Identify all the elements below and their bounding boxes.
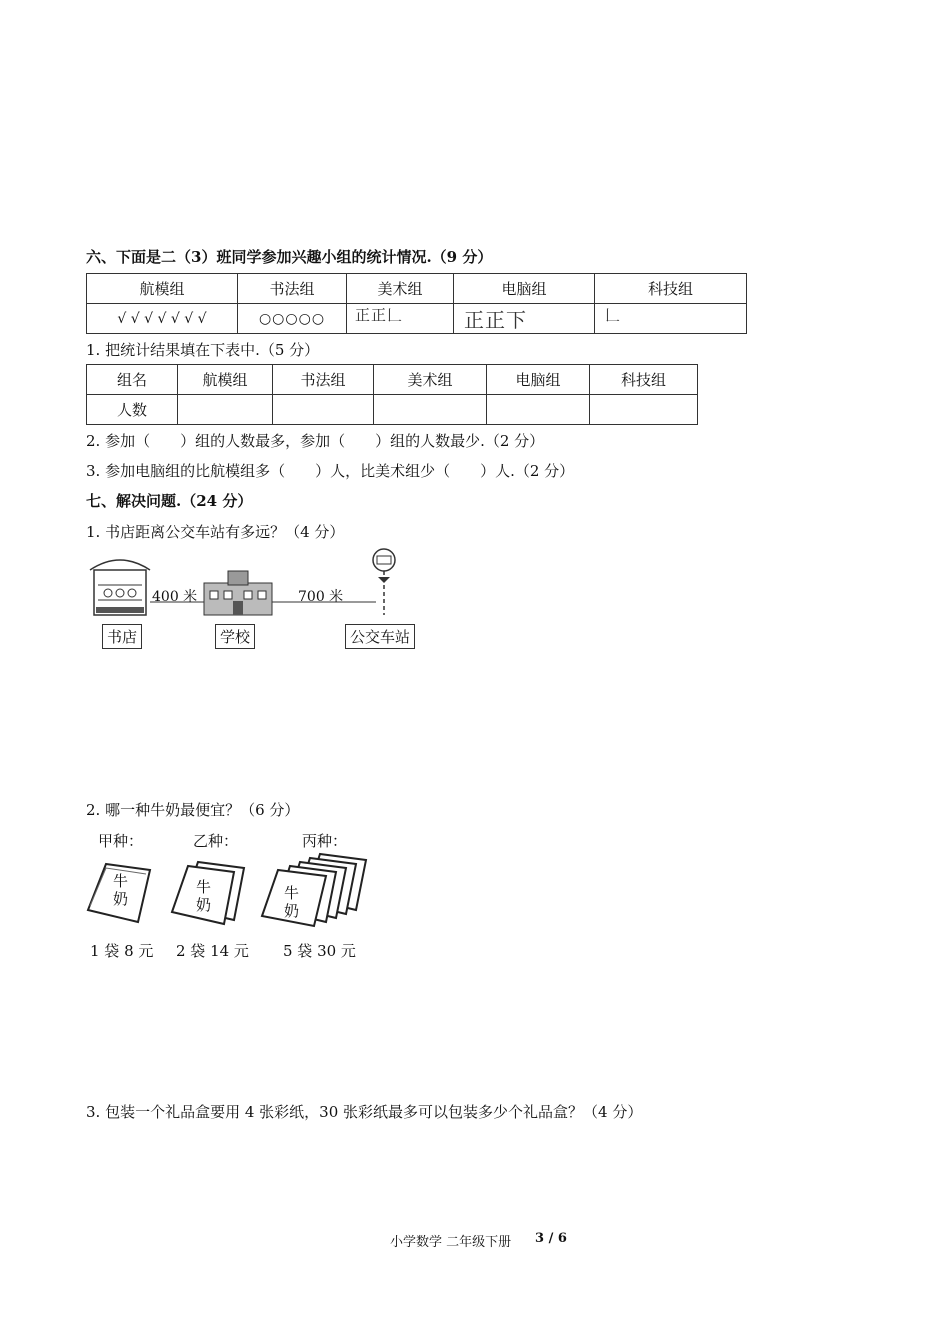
question-6-2: 2. 参加（ ）组的人数最多，参加（ ）组的人数最少.（2 分） bbox=[86, 432, 545, 450]
bookstore-icon bbox=[90, 560, 150, 615]
tally-header: 书法组 bbox=[238, 274, 347, 304]
count-header-row bbox=[87, 365, 698, 395]
count-header: 组名 bbox=[87, 365, 178, 395]
question-7-2: 2. 哪一种牛奶最便宜？（6 分） bbox=[86, 801, 300, 819]
school-icon bbox=[204, 571, 272, 615]
tally-header: 美术组 bbox=[347, 274, 454, 304]
milk-type-a-name: 甲种： bbox=[98, 832, 144, 850]
question-7-3: 3. 包装一个礼品盒要用 4 张彩纸，30 张彩纸最多可以包装多少个礼品盒？（4 分） bbox=[86, 1103, 643, 1121]
tally-header-row bbox=[87, 274, 747, 304]
count-value-row bbox=[87, 395, 698, 425]
bus-stop-label: 公交车站 bbox=[345, 624, 415, 649]
milk-type-c-name: 丙种： bbox=[302, 832, 348, 850]
count-header: 美术组 bbox=[374, 365, 487, 395]
milk-type-b-price: 2 袋 14 元 bbox=[176, 942, 249, 960]
count-answer-cell[interactable] bbox=[273, 395, 374, 425]
bookstore-label: 书店 bbox=[102, 624, 142, 649]
milk-bag-icon bbox=[262, 854, 366, 926]
distance-label-2: 700 米 bbox=[298, 589, 344, 605]
tally-header: 电脑组 bbox=[454, 274, 595, 304]
tally-marks: √ √ √ √ √ √ √ bbox=[87, 304, 238, 334]
tally-header: 科技组 bbox=[595, 274, 747, 304]
count-row-label: 人数 bbox=[87, 395, 178, 425]
tally-table bbox=[86, 273, 747, 334]
count-header: 科技组 bbox=[590, 365, 698, 395]
count-answer-cell[interactable] bbox=[178, 395, 273, 425]
section7-title: 七、解决问题.（24 分） bbox=[86, 492, 253, 510]
tally-marks: 正正𠃊 bbox=[347, 304, 454, 334]
milk-bag-text-a: 牛奶 bbox=[113, 872, 129, 908]
footer-page-number: 3 / 6 bbox=[535, 1231, 567, 1246]
count-answer-cell[interactable] bbox=[374, 395, 487, 425]
milk-bag-text-c: 牛奶 bbox=[284, 884, 300, 920]
tally-marks: 正正下 bbox=[454, 304, 595, 334]
footer-subject: 小学数学 二年级下册 bbox=[390, 1235, 512, 1250]
question-7-1: 1. 书店距离公交车站有多远？（4 分） bbox=[86, 523, 345, 541]
tally-marks-row bbox=[87, 304, 747, 334]
milk-type-c-price: 5 袋 30 元 bbox=[283, 942, 356, 960]
tally-header: 航模组 bbox=[87, 274, 238, 304]
count-header: 电脑组 bbox=[487, 365, 590, 395]
section6-title: 六、下面是二（3）班同学参加兴趣小组的统计情况.（9 分） bbox=[86, 248, 493, 266]
milk-type-b-name: 乙种： bbox=[193, 832, 239, 850]
count-table bbox=[86, 364, 698, 425]
question-6-1: 1. 把统计结果填在下表中.（5 分） bbox=[86, 341, 320, 359]
tally-marks: ○○○○○ bbox=[238, 304, 347, 334]
question-6-3: 3. 参加电脑组的比航模组多（ ）人，比美术组少（ ）人.（2 分） bbox=[86, 462, 575, 480]
count-answer-cell[interactable] bbox=[590, 395, 698, 425]
tally-marks: 𠃊 bbox=[595, 304, 747, 334]
bus-stop-icon bbox=[373, 549, 395, 615]
count-header: 书法组 bbox=[273, 365, 374, 395]
milk-type-a-price: 1 袋 8 元 bbox=[90, 942, 154, 960]
school-label: 学校 bbox=[215, 624, 255, 649]
count-answer-cell[interactable] bbox=[487, 395, 590, 425]
count-header: 航模组 bbox=[178, 365, 273, 395]
milk-bag-text-b: 牛奶 bbox=[196, 878, 212, 914]
distance-label-1: 400 米 bbox=[152, 589, 198, 605]
